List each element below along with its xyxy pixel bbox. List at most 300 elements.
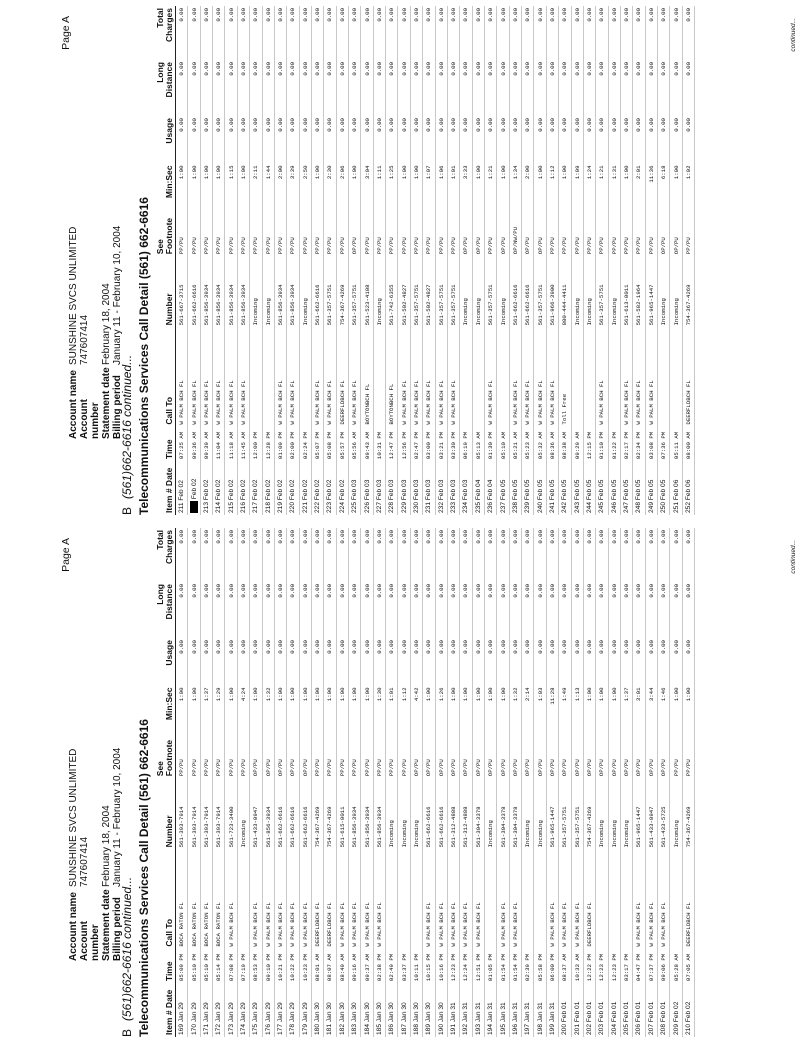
cell-number: 561-523-4108	[361, 256, 373, 327]
cell-usage: 0.00	[559, 116, 571, 163]
cell-item-date	[546, 461, 558, 515]
cell-call-to: W PALM BCH FL	[546, 849, 558, 948]
cell-footnote: PP/PU	[373, 729, 385, 779]
cell-number: 561-357-5751	[534, 256, 546, 327]
cell-total: 0.00	[435, 528, 447, 582]
cell-total: 0.00	[200, 528, 212, 582]
cell-minsec: 1:00	[497, 164, 509, 207]
cell-time: 02:34 PM	[633, 427, 645, 462]
cell-minsec: 11:28	[546, 686, 558, 729]
cell-minsec: 1:00	[398, 164, 410, 207]
cell-usage: 0.00	[410, 116, 422, 163]
item-number: 187	[400, 1023, 408, 1035]
cell-number: 561-856-3934	[237, 256, 249, 327]
cell-total: 0.00	[274, 6, 286, 60]
account-info	[68, 226, 123, 439]
cell-long-distance: 0.00	[274, 60, 286, 116]
item-number: 220	[289, 501, 297, 513]
cell-footnote: PP/PU	[336, 729, 348, 779]
cell-minsec: 2:01	[633, 164, 645, 207]
cell-item-date	[299, 461, 311, 515]
cell-total: 0.00	[410, 6, 422, 60]
cell-call-to: W PALM BCH FL	[250, 849, 262, 948]
cell-usage: 0.00	[361, 116, 373, 163]
cell-time: 08:36 AM	[546, 427, 558, 462]
cell-long-distance: 0.00	[620, 60, 632, 116]
call-date: Jan 29	[178, 1002, 186, 1023]
cell-usage: 0.00	[522, 116, 534, 163]
call-row	[274, 6, 286, 515]
cell-call-to: BOCA RATON FL	[176, 849, 188, 948]
cell-item-date	[349, 983, 361, 1037]
cell-minsec: 1:00	[324, 686, 336, 729]
cell-long-distance: 0.00	[509, 60, 521, 116]
call-row	[423, 528, 435, 1037]
cell-number: 561-393-7914	[213, 778, 225, 849]
cell-footnote: OP/PU	[460, 207, 472, 257]
call-row	[608, 528, 620, 1037]
call-row	[262, 528, 274, 1037]
cell-call-to	[658, 327, 670, 426]
cell-usage: 0.00	[410, 638, 422, 685]
section-title-text: (561)662-6616 continued...	[120, 876, 134, 1021]
cell-call-to	[472, 327, 484, 426]
cell-item-date	[596, 461, 608, 515]
section-letter: B	[120, 506, 134, 515]
item-number: 239	[524, 501, 532, 513]
cell-footnote: OP/PU	[287, 729, 299, 779]
item-number: 229	[400, 501, 408, 513]
item-number: 221	[301, 501, 309, 513]
call-row	[447, 6, 459, 515]
account-name: SUNSHINE SVCS UNLIMITED	[68, 748, 79, 887]
statement-date: February 18, 2004	[101, 283, 112, 365]
cell-footnote: PP/PU	[398, 207, 410, 257]
cell-call-to: W PALM BCH FL	[423, 327, 435, 426]
cell-number: 561-667-3715	[176, 256, 188, 327]
call-row	[386, 528, 398, 1037]
call-date: Jan 30	[425, 1002, 433, 1023]
call-date: Feb 02	[190, 478, 198, 500]
call-row	[349, 528, 361, 1037]
call-date: Jan 31	[487, 1002, 495, 1023]
cell-minsec: 1:00	[237, 164, 249, 207]
item-number: 176	[264, 1023, 272, 1035]
item-number: 207	[647, 1023, 655, 1035]
cell-usage: 0.00	[349, 638, 361, 685]
call-date: Feb 05	[524, 479, 532, 501]
cell-total: 0.00	[658, 6, 670, 60]
call-row	[658, 528, 670, 1037]
cell-item-date	[311, 461, 323, 515]
item-number: 177	[277, 1023, 285, 1035]
call-row	[324, 6, 336, 515]
call-date: Jan 30	[338, 1002, 346, 1023]
cell-long-distance: 0.00	[361, 60, 373, 116]
cell-number: 561-662-6616	[509, 256, 521, 327]
cell-time: 03:21 PM	[435, 427, 447, 462]
cell-number: 561-357-5751	[349, 256, 361, 327]
cell-minsec: 2:00	[274, 164, 286, 207]
cell-item-date	[349, 461, 361, 515]
item-number: 238	[511, 501, 519, 513]
cell-usage: 0.00	[571, 116, 583, 163]
call-date: Jan 29	[289, 1002, 297, 1023]
page-label: Page A	[60, 16, 72, 50]
cell-long-distance: 0.00	[386, 60, 398, 116]
call-date: Feb 05	[499, 479, 507, 501]
call-detail-table	[156, 6, 695, 515]
cell-number: 561-662-6616	[274, 778, 286, 849]
cell-footnote: OP/PU	[435, 729, 447, 779]
item-number: 196	[511, 1023, 519, 1035]
cell-time: 09:37 AM	[361, 949, 373, 984]
cell-footnote: PP/PU	[188, 729, 200, 779]
cell-usage: 0.00	[311, 638, 323, 685]
cell-total: 0.00	[596, 528, 608, 582]
cell-time: 01:05 PM	[484, 949, 496, 984]
cell-item-date	[596, 983, 608, 1037]
cell-long-distance: 0.00	[213, 60, 225, 116]
call-row	[435, 6, 447, 515]
call-row	[299, 6, 311, 515]
cell-footnote: PP/PU	[583, 207, 595, 257]
call-row	[484, 528, 496, 1037]
cell-number: 561-856-3934	[287, 256, 299, 327]
call-date: Jan 30	[351, 1002, 359, 1023]
cell-long-distance: 0.00	[262, 60, 274, 116]
cell-number: 754-367-4269	[336, 256, 348, 327]
item-number: 183	[351, 1023, 359, 1035]
cell-item-date	[213, 983, 225, 1037]
cell-usage: 0.00	[534, 638, 546, 685]
call-row	[658, 6, 670, 515]
cell-call-to: DEERFLDBCH FL	[311, 849, 323, 948]
cell-call-to: BOCA RATON FL	[188, 849, 200, 948]
call-table-header	[156, 528, 176, 1037]
cell-long-distance: 0.00	[534, 60, 546, 116]
cell-call-to	[608, 849, 620, 948]
cell-time: 01:30 PM	[484, 427, 496, 462]
cell-time: 11:45 AM	[237, 427, 249, 462]
cell-call-to: DEERFLDBCH FL	[324, 849, 336, 948]
cell-footnote: PP/PU	[423, 207, 435, 257]
cell-total: 0.00	[472, 528, 484, 582]
call-row	[336, 528, 348, 1037]
col-number: Number	[156, 778, 176, 849]
call-row	[522, 6, 534, 515]
cell-long-distance: 0.00	[324, 582, 336, 638]
cell-call-to: W PALM BCH FL	[299, 849, 311, 948]
cell-minsec: 1:00	[608, 686, 620, 729]
cell-usage: 0.00	[596, 638, 608, 685]
call-date: Jan 29	[301, 1002, 309, 1023]
cell-number: 561-357-5751	[435, 256, 447, 327]
cell-call-to: W PALM BCH FL	[213, 327, 225, 426]
cell-time: 10:16 PM	[435, 949, 447, 984]
call-date: Jan 30	[375, 1002, 383, 1023]
cell-time: 05:32 AM	[534, 427, 546, 462]
cell-usage: 0.00	[460, 116, 472, 163]
cell-minsec: 2:06	[336, 164, 348, 207]
cell-total: 0.00	[423, 6, 435, 60]
call-date: Jan 29	[277, 1002, 285, 1023]
section-header	[120, 528, 151, 1037]
cell-usage: 0.00	[522, 638, 534, 685]
call-row	[287, 528, 299, 1037]
cell-item-date	[509, 461, 521, 515]
call-row	[620, 528, 632, 1037]
cell-call-to: W PALM BCH FL	[188, 327, 200, 426]
cell-usage: 0.00	[213, 116, 225, 163]
cell-usage: 0.00	[509, 638, 521, 685]
call-date: Feb 02	[215, 479, 223, 501]
call-date: Feb 03	[413, 479, 420, 501]
cell-minsec: 3:39	[287, 164, 299, 207]
cell-total: 0.00	[386, 528, 398, 582]
cell-number: 561-965-1447	[546, 778, 558, 849]
cell-total: 0.00	[620, 6, 632, 60]
call-date: Jan 29	[215, 1002, 223, 1023]
cell-total: 0.00	[373, 528, 385, 582]
item-number: 245	[598, 501, 606, 513]
call-date: Feb 03	[437, 479, 445, 501]
cell-call-to: W PALM BCH FL	[447, 327, 459, 426]
cell-number: 561-393-7914	[188, 778, 200, 849]
cell-call-to: DEERFLDBCH FL	[583, 849, 595, 948]
cell-time: 08:53 PM	[250, 949, 262, 984]
cell-time: 12:23 PM	[596, 949, 608, 984]
cell-minsec: 1:00	[213, 164, 225, 207]
cell-item-date	[262, 461, 274, 515]
cell-minsec: 1:00	[188, 686, 200, 729]
cell-number: 561-357-5751	[447, 256, 459, 327]
cell-total: 0.00	[460, 528, 472, 582]
cell-minsec: 1:00	[447, 686, 459, 729]
cell-minsec: 1:01	[386, 686, 398, 729]
cell-footnote: PP/PU	[670, 729, 682, 779]
cell-time: 01:22 PM	[608, 427, 620, 462]
cell-total: 0.00	[361, 528, 373, 582]
cell-usage: 0.00	[682, 638, 694, 685]
call-date: Feb 04	[487, 479, 495, 501]
call-date: Feb 03	[388, 479, 396, 501]
call-row	[484, 6, 496, 515]
cell-usage: 0.00	[447, 638, 459, 685]
cell-time: 05:57 PM	[336, 427, 348, 462]
cell-call-to: W PALM BCH FL	[645, 327, 657, 426]
call-row	[670, 6, 682, 515]
cell-item-date	[398, 461, 410, 515]
cell-call-to: W PALM BCH FL	[509, 327, 521, 426]
cell-item-date	[423, 983, 435, 1037]
cell-usage: 0.00	[225, 638, 237, 685]
cell-long-distance: 0.00	[349, 582, 361, 638]
cell-item-date	[522, 983, 534, 1037]
cell-time: 05:58 PM	[534, 949, 546, 984]
cell-long-distance: 0.00	[682, 60, 694, 116]
cell-item-date	[559, 461, 571, 515]
cell-call-to	[250, 327, 262, 426]
cell-total: 0.00	[311, 528, 323, 582]
cell-number: 561-304-3378	[497, 778, 509, 849]
call-date: Jan 31	[474, 1002, 482, 1023]
call-date: Jan 31	[462, 1002, 470, 1023]
cell-minsec: 1:00	[497, 686, 509, 729]
cell-call-to	[596, 849, 608, 948]
cell-call-to: W PALM BCH FL	[620, 327, 632, 426]
cell-call-to	[237, 849, 249, 948]
cell-total: 0.00	[497, 6, 509, 60]
cell-time: 10:11 PM	[410, 949, 422, 984]
cell-call-to: W PALM BCH FL	[633, 849, 645, 948]
cell-long-distance: 0.00	[658, 582, 670, 638]
cell-item-date	[460, 461, 472, 515]
cell-total: 0.00	[559, 528, 571, 582]
call-date: Feb 02	[672, 1001, 680, 1023]
cell-number: 561-662-6616	[287, 778, 299, 849]
cell-long-distance: 0.00	[484, 60, 496, 116]
account-name-label: Account name	[68, 370, 79, 439]
cell-long-distance: 0.00	[200, 582, 212, 638]
cell-long-distance: 0.00	[559, 60, 571, 116]
item-number: 252	[684, 501, 692, 513]
cell-number: Incoming	[262, 256, 274, 327]
cell-usage: 0.00	[311, 116, 323, 163]
cell-time: 12:56 PM	[398, 427, 410, 462]
cell-usage: 0.00	[571, 638, 583, 685]
cell-number: Incoming	[237, 778, 249, 849]
cell-time: 12:22 PM	[583, 949, 595, 984]
cell-number: 561-357-5751	[410, 256, 422, 327]
item-number: 250	[660, 501, 668, 513]
cell-item-date	[670, 461, 682, 515]
call-date: Feb 05	[647, 479, 655, 501]
item-number: 219	[277, 501, 285, 513]
item-number: 224	[338, 501, 346, 513]
cell-item-date	[274, 983, 286, 1037]
cell-footnote: OP/PU	[658, 207, 670, 257]
cell-item-date	[176, 983, 188, 1037]
cell-minsec: 2:11	[250, 164, 262, 207]
cell-item-date	[608, 983, 620, 1037]
cell-long-distance: 0.00	[423, 60, 435, 116]
item-number: 178	[289, 1023, 297, 1035]
statement-page-right	[0, 0, 809, 521]
account-name: SUNSHINE SVCS UNLIMITED	[68, 226, 79, 365]
cell-time: 12:51 PM	[472, 949, 484, 984]
cell-call-to: W PALM BCH FL	[361, 849, 373, 948]
cell-number: 561-662-6616	[311, 256, 323, 327]
cell-number: Incoming	[670, 256, 682, 327]
cell-item-date	[608, 461, 620, 515]
cell-minsec: 1:30	[373, 686, 385, 729]
cell-item-date	[274, 461, 286, 515]
cell-minsec: 1:00	[250, 686, 262, 729]
call-date: Feb 01	[610, 1001, 618, 1023]
item-number: 172	[215, 1023, 223, 1035]
cell-call-to	[299, 327, 311, 426]
cell-call-to	[410, 849, 422, 948]
col-call-to: Call To	[156, 849, 176, 948]
call-row	[213, 528, 225, 1037]
cell-long-distance: 0.00	[620, 582, 632, 638]
cell-long-distance: 0.00	[509, 582, 521, 638]
cell-number: 561-357-5751	[596, 256, 608, 327]
cell-number: 561-856-3934	[349, 778, 361, 849]
cell-footnote: PP/PU	[596, 207, 608, 257]
cell-time: 09:06 PM	[658, 949, 670, 984]
call-date: Feb 02	[227, 479, 235, 501]
cell-minsec: 1:13	[571, 686, 583, 729]
cell-minsec: 2:14	[522, 686, 534, 729]
call-date: Jan 30	[437, 1002, 445, 1023]
cell-minsec: 1:46	[658, 686, 670, 729]
cell-number: Incoming	[484, 778, 496, 849]
cell-time: 02:17 PM	[620, 427, 632, 462]
cell-time: 05:11 AM	[670, 427, 682, 462]
cell-footnote: PP/PU	[620, 207, 632, 257]
call-row	[596, 528, 608, 1037]
call-date: Feb 02	[239, 479, 247, 501]
cell-total: 0.00	[509, 528, 521, 582]
item-number: 189	[425, 1023, 433, 1035]
cell-number: Incoming	[472, 256, 484, 327]
cell-time: 12:47 PM	[386, 427, 398, 462]
cell-time: 12:15 PM	[583, 427, 595, 462]
cell-total: 0.00	[349, 6, 361, 60]
call-row	[410, 6, 422, 515]
cell-long-distance: 0.00	[225, 60, 237, 116]
cell-item-date	[361, 461, 373, 515]
cell-footnote: PP/PU	[176, 729, 188, 779]
call-row	[522, 528, 534, 1037]
cell-call-to: W PALM BCH FL	[484, 327, 496, 426]
cell-call-to: W PALM BCH FL	[237, 327, 249, 426]
cell-long-distance: 0.00	[484, 582, 496, 638]
cell-call-to: W PALM BCH FL	[176, 327, 188, 426]
cell-usage: 0.00	[645, 638, 657, 685]
cell-long-distance: 0.00	[299, 582, 311, 638]
call-row	[188, 6, 200, 515]
cell-call-to: W PALM BCH FL	[596, 327, 608, 426]
cell-number: 800-444-4411	[559, 256, 571, 327]
cell-long-distance: 0.00	[410, 582, 422, 638]
cell-number: 561-662-6616	[522, 256, 534, 327]
item-number: 209	[672, 1023, 680, 1035]
cell-usage: 0.00	[608, 638, 620, 685]
cell-call-to: BOYTONBCH FL	[386, 327, 398, 426]
cell-usage: 0.00	[386, 116, 398, 163]
cell-footnote: PP/PU	[386, 729, 398, 779]
cell-usage: 0.00	[237, 116, 249, 163]
cell-item-date	[200, 461, 212, 515]
cell-number: 561-966-3900	[546, 256, 558, 327]
cell-time: 11:18 AM	[225, 427, 237, 462]
cell-item-date	[287, 983, 299, 1037]
cell-usage: 0.00	[398, 638, 410, 685]
cell-total: 0.00	[645, 6, 657, 60]
account-info	[68, 748, 123, 961]
cell-time: 08:37 AM	[559, 949, 571, 984]
cell-minsec: 1:21	[596, 164, 608, 207]
cell-usage: 0.00	[460, 638, 472, 685]
cell-footnote: OP/PU	[497, 207, 509, 257]
item-number: 231	[425, 501, 433, 513]
cell-item-date	[361, 983, 373, 1037]
cell-minsec: 1:44	[262, 164, 274, 207]
item-number: 243	[573, 501, 581, 513]
